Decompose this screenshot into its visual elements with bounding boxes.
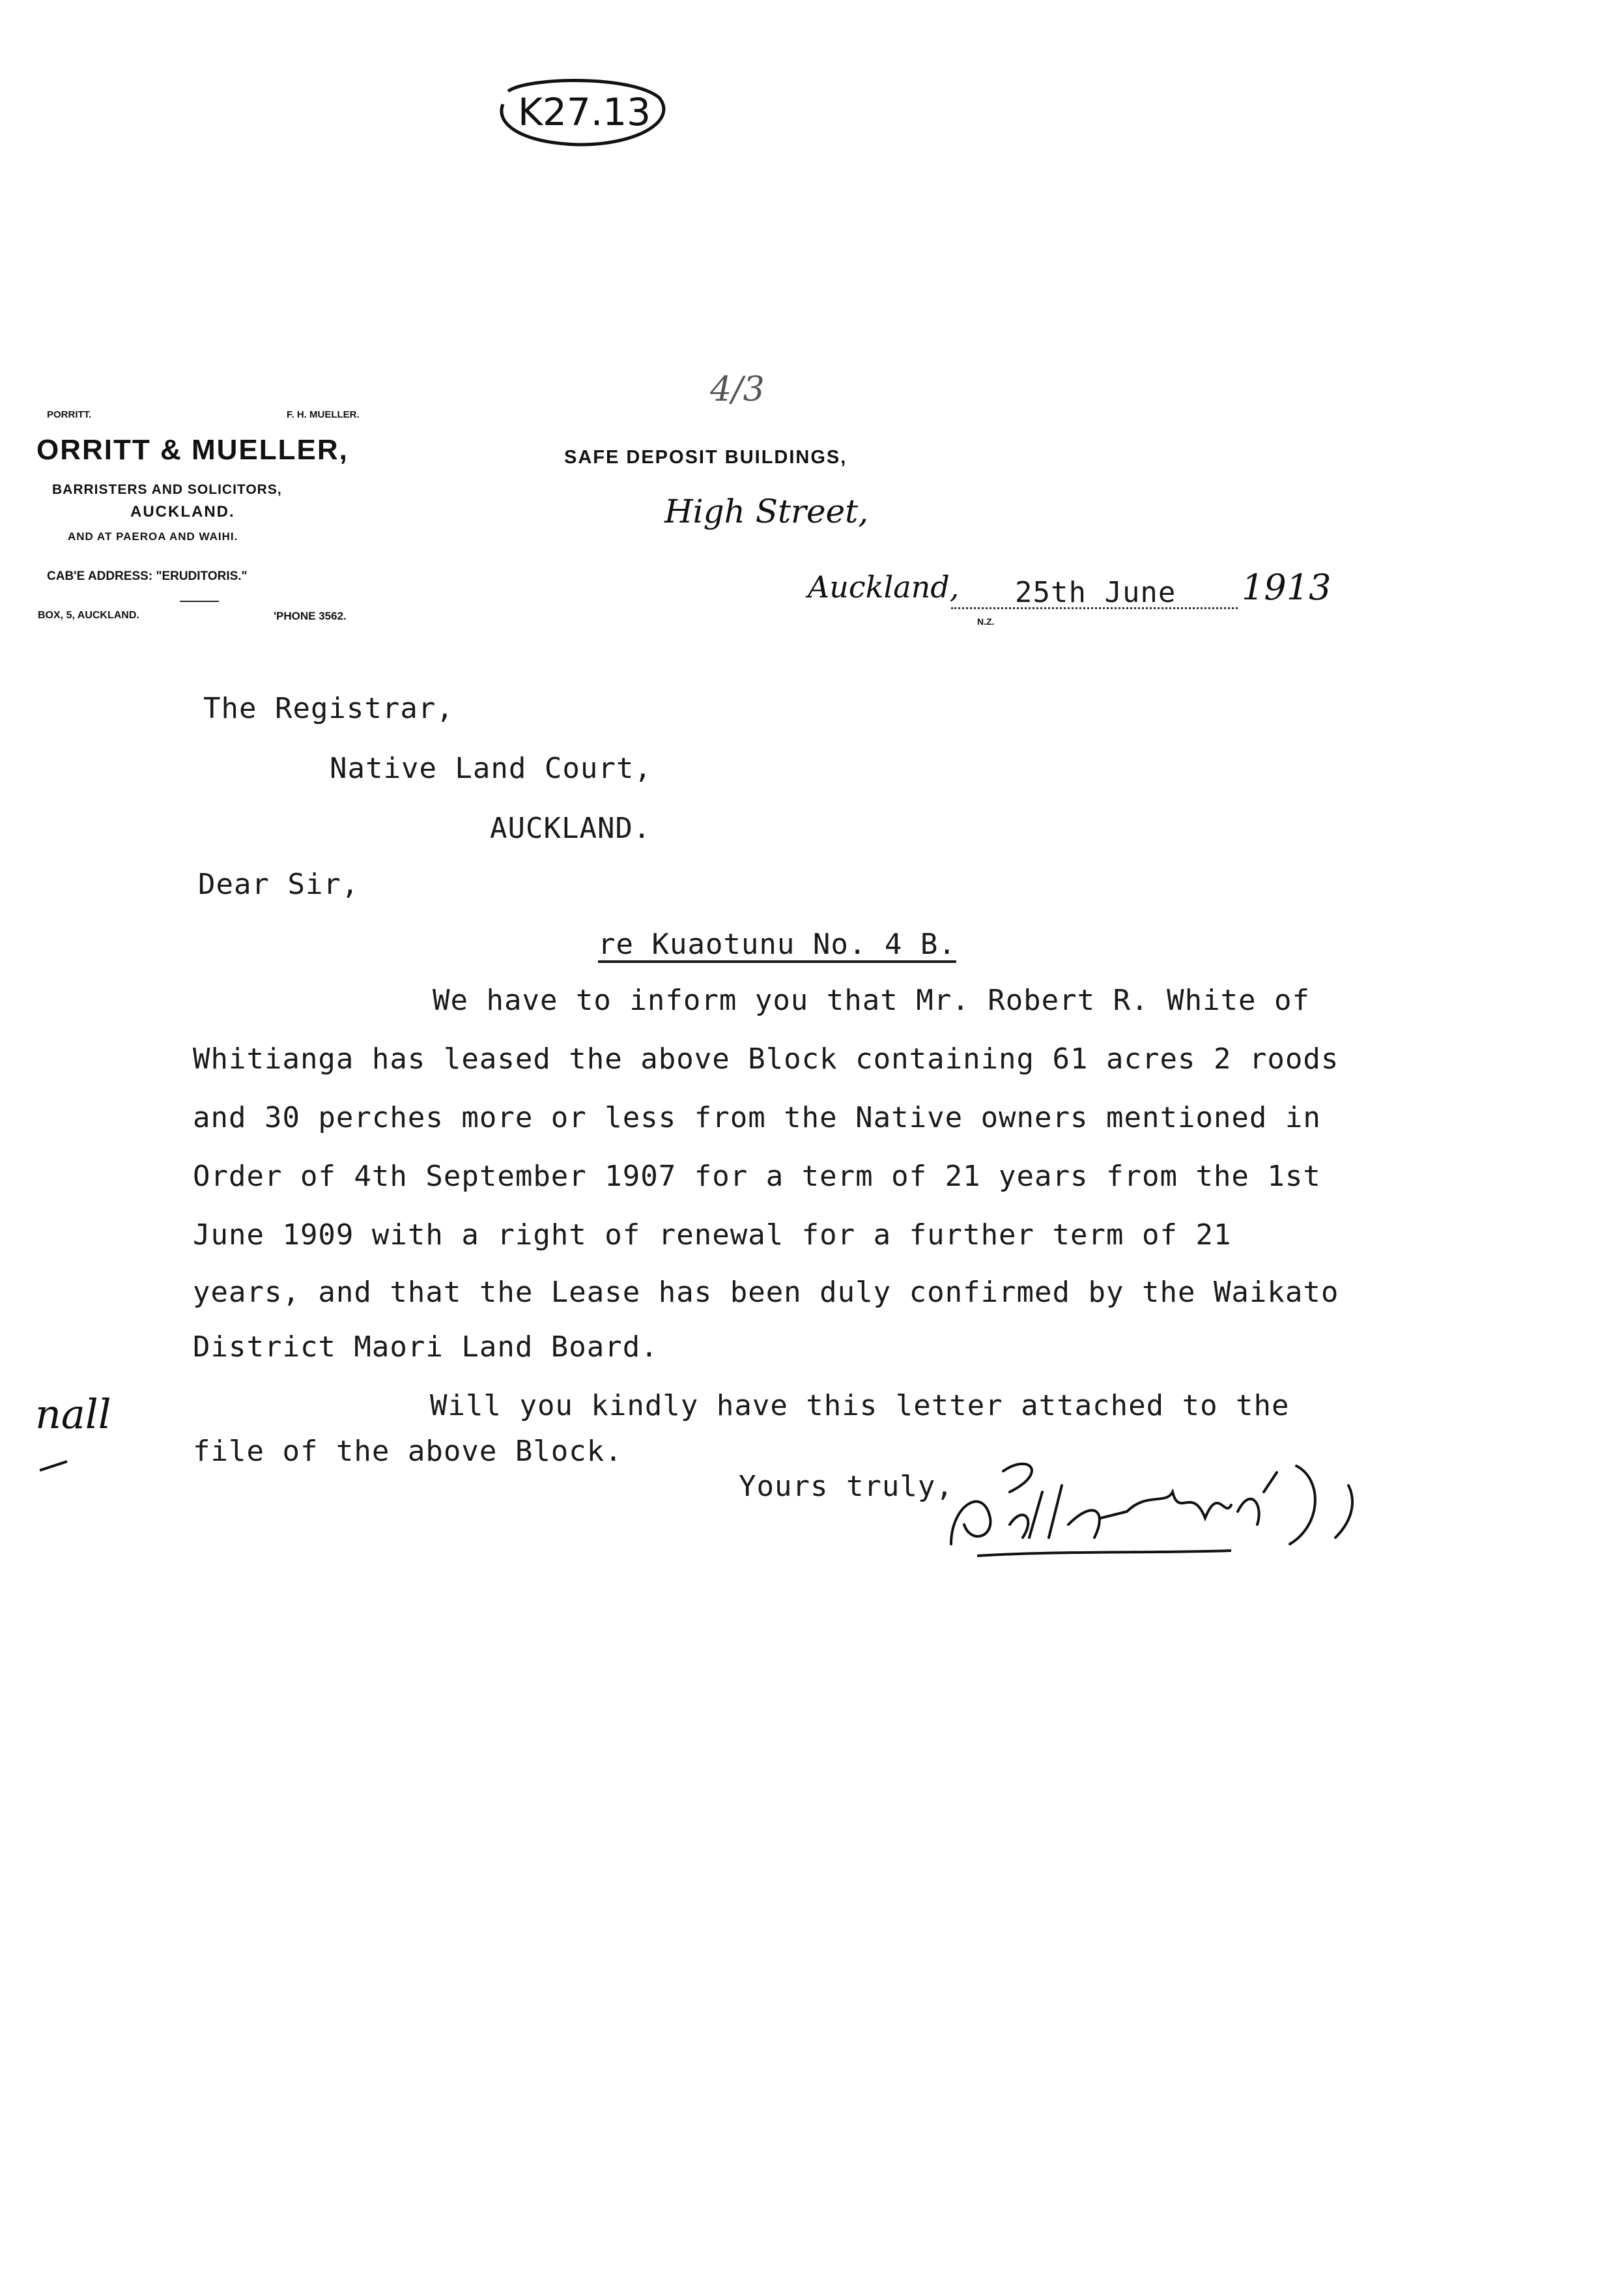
closing-line-2: file of the above Block. bbox=[193, 1435, 623, 1468]
signature-graphic bbox=[932, 1446, 1375, 1564]
firm-phone: 'PHONE 3562. bbox=[274, 610, 347, 622]
partner-left: PORRITT. bbox=[47, 409, 92, 420]
firm-city: AUCKLAND. bbox=[130, 503, 235, 521]
margin-dash bbox=[39, 1460, 67, 1471]
building-name: SAFE DEPOSIT BUILDINGS, bbox=[564, 447, 848, 468]
subject-line: re Kuaotunu No. 4 B. bbox=[598, 928, 956, 961]
nz-label: N.Z. bbox=[977, 616, 995, 627]
body-line-5: June 1909 with a right of renewal for a further term of 21 bbox=[193, 1218, 1232, 1252]
received-stamp-number: 4/3 bbox=[710, 370, 765, 409]
file-reference-stamp bbox=[489, 72, 671, 150]
letter-date: 25th June bbox=[1015, 576, 1176, 609]
firm-box: BOX, 5, AUCKLAND. bbox=[38, 610, 139, 621]
body-line-1: We have to inform you that Mr. Robert R. White of bbox=[433, 984, 1311, 1017]
body-line-6: years, and that the Lease has been duly confirmed by the Waikato bbox=[193, 1276, 1339, 1309]
firm-name: ORRITT & MUELLER, bbox=[36, 434, 349, 466]
body-line-2: Whitianga has leased the above Block containing 61 acres 2 roods bbox=[193, 1042, 1339, 1076]
body-line-4: Order of 4th September 1907 for a term of 21 years from the 1st bbox=[193, 1160, 1321, 1193]
letterhead-divider bbox=[180, 601, 219, 602]
letter-year: 1913 bbox=[1242, 567, 1332, 608]
closing-line-1: Will you kindly have this letter attached to the bbox=[430, 1389, 1290, 1422]
place-name: Auckland, bbox=[808, 569, 960, 605]
body-line-7: District Maori Land Board. bbox=[193, 1330, 659, 1364]
signature bbox=[932, 1446, 1375, 1564]
partner-right: F. H. MUELLER. bbox=[287, 409, 360, 420]
firm-profession: BARRISTERS AND SOLICITORS, bbox=[52, 482, 282, 497]
addressee-line-3: AUCKLAND. bbox=[490, 812, 651, 845]
addressee-line-1: The Registrar, bbox=[203, 692, 454, 725]
street-name: High Street, bbox=[664, 493, 869, 530]
addressee-line-2: Native Land Court, bbox=[330, 752, 652, 785]
firm-branches: AND AT PAEROA AND WAIHI. bbox=[68, 530, 238, 543]
margin-note: nall bbox=[35, 1390, 111, 1438]
body-line-3: and 30 perches more or less from the Native owners mentioned in bbox=[193, 1101, 1321, 1134]
file-reference-text: K27.13 bbox=[518, 90, 651, 134]
salutation: Dear Sir, bbox=[198, 868, 360, 901]
valediction: Yours truly, bbox=[739, 1470, 954, 1503]
firm-cable-address: CAB'E ADDRESS: "ERUDITORIS." bbox=[47, 569, 248, 583]
